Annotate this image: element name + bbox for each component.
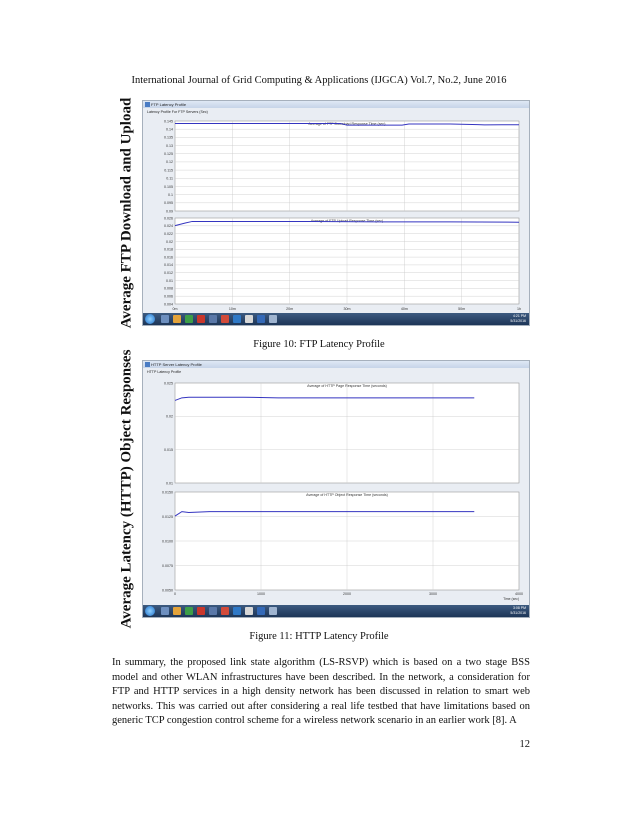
taskbar-clock: 3:08 PM 5/31/2016 (510, 606, 526, 615)
taskbar (143, 313, 529, 325)
taskbar-clock: 4:21 PM 5/31/2016 (510, 314, 526, 323)
x-tick-label: 1000 (257, 592, 265, 596)
journal-header: International Journal of Grid Computing & Applications (IJGCA) Vol.7, No.2, June 2016 (131, 75, 507, 86)
explorer-icon (161, 315, 169, 323)
window-title: FTP Latency Profile (151, 102, 187, 107)
body-paragraph (112, 656, 530, 729)
panel-title: Average of FTP Download Response Time (sec) (308, 121, 386, 126)
panel-title: Average of FTP Upload Response Time (sec) (310, 218, 384, 223)
taskbar (143, 605, 529, 617)
y-tick-label: 0.012 (164, 271, 173, 276)
body-line: FTP and HTTP services in a high density network has been discussed in relation to smart web (112, 686, 530, 698)
word-icon (257, 315, 265, 323)
x-tick-label: 10m (228, 307, 236, 311)
figure-ftp-latency (112, 97, 530, 329)
panel-title: Average of HTTP Object Response Time (seconds) (306, 492, 388, 497)
y-tick-label: 0.12 (166, 160, 173, 165)
x-tick-label: 20m (286, 307, 294, 311)
y-tick-label: 0.0050 (162, 588, 173, 593)
figure-10-caption: Figure 10: FTP Latency Profile (253, 339, 385, 350)
y-tick-label: 0.026 (164, 216, 173, 221)
latency-chart (143, 101, 531, 327)
folder-icon (173, 607, 181, 615)
x-tick-label: 2000 (343, 592, 351, 596)
page-number: 12 (519, 739, 530, 750)
app-icon-6 (269, 607, 277, 615)
y-tick-label: 0.0075 (162, 563, 173, 568)
body-line: model and other WLAN infrastructures have been described. In the network, a consideration for (112, 671, 530, 683)
x-tick-label: 0m (172, 307, 178, 311)
y-tick-label: 0.022 (164, 231, 173, 236)
y-tick-label: 0.125 (164, 152, 173, 157)
explorer-icon (161, 607, 169, 615)
y-tick-label: 0.115 (164, 168, 173, 173)
window-title: HTTP Server Latency Profile (151, 362, 202, 367)
y-tick-label: 0.004 (164, 302, 173, 307)
y-tick-label: 0.105 (164, 184, 173, 189)
body-line: generic TCP congestion control scheme for a wireless network scenario in an earlier work [8]. A (112, 715, 517, 727)
y-tick-label: 0.09 (166, 209, 173, 214)
y-tick-label: 0.145 (164, 119, 173, 124)
app-icon-6 (269, 315, 277, 323)
latency-chart (143, 361, 531, 619)
x-tick-label: 30m (343, 307, 351, 311)
y-tick-label: 0.006 (164, 294, 173, 299)
x-tick-label: 1h (517, 307, 521, 311)
start-button-icon (145, 606, 155, 616)
x-tick-label: 3000 (429, 592, 437, 596)
app-icon-3 (221, 315, 229, 323)
y-tick-label: 0.015 (164, 447, 173, 452)
y-tick-label: 0.0150 (162, 490, 173, 495)
figure-ylabel: Average Latency (HTTP) Object Responses (118, 349, 135, 629)
y-tick-label: 0.01 (166, 278, 173, 283)
x-tick-label: 0 (174, 592, 176, 596)
folder-icon (173, 315, 181, 323)
figure-ylabel: Average FTP Download and Upload (118, 97, 135, 329)
figure-http-latency (112, 349, 530, 629)
pdf-icon (197, 315, 205, 323)
app-icon-4 (233, 607, 241, 615)
y-tick-label: 0.13 (166, 143, 173, 148)
y-tick-label: 0.14 (166, 127, 173, 132)
x-axis-label: Time (sec) (503, 597, 519, 601)
start-button-icon (145, 314, 155, 324)
y-tick-label: 0.025 (164, 381, 173, 386)
y-tick-label: 0.008 (164, 286, 173, 291)
app-icon-2 (209, 315, 217, 323)
figure-11-caption: Figure 11: HTTP Latency Profile (249, 631, 389, 642)
media-icon (185, 607, 193, 615)
y-tick-label: 0.01 (166, 481, 173, 486)
y-tick-label: 0.02 (166, 414, 173, 419)
app-icon-4 (233, 315, 241, 323)
screenshot-window (142, 100, 530, 326)
x-tick-label: 4000 (515, 592, 523, 596)
panel-title: Average of HTTP Page Response Time (seconds) (307, 383, 387, 388)
app-icon-2 (209, 607, 217, 615)
body-line: In summary, the proposed link state algorithm (LS-RSVP) which is based on a two stage BSS (112, 657, 530, 668)
app-icon-5 (245, 315, 253, 323)
body-line: networks. This was carried out after considering a real life testbed that have limitations based on (112, 700, 530, 712)
y-tick-label: 0.018 (164, 247, 173, 252)
y-tick-label: 0.0100 (162, 539, 173, 544)
y-tick-label: 0.0125 (162, 514, 173, 519)
panel-label: HTTP Latency Profile (147, 370, 182, 374)
app-icon-3 (221, 607, 229, 615)
x-tick-label: 50m (458, 307, 466, 311)
y-tick-label: 0.02 (166, 239, 173, 244)
app-icon-5 (245, 607, 253, 615)
media-icon (185, 315, 193, 323)
x-tick-label: 40m (400, 307, 408, 311)
y-tick-label: 0.135 (164, 135, 173, 140)
y-tick-label: 0.024 (164, 224, 173, 229)
screenshot-window (142, 360, 530, 618)
y-tick-label: 0.11 (166, 176, 173, 181)
word-icon (257, 607, 265, 615)
pdf-icon (197, 607, 205, 615)
panel-label: Latency Profile For FTP Servers (Sec) (147, 110, 208, 114)
y-tick-label: 0.1 (168, 192, 173, 197)
y-tick-label: 0.014 (164, 263, 173, 268)
y-tick-label: 0.095 (164, 201, 173, 206)
y-tick-label: 0.016 (164, 255, 173, 260)
